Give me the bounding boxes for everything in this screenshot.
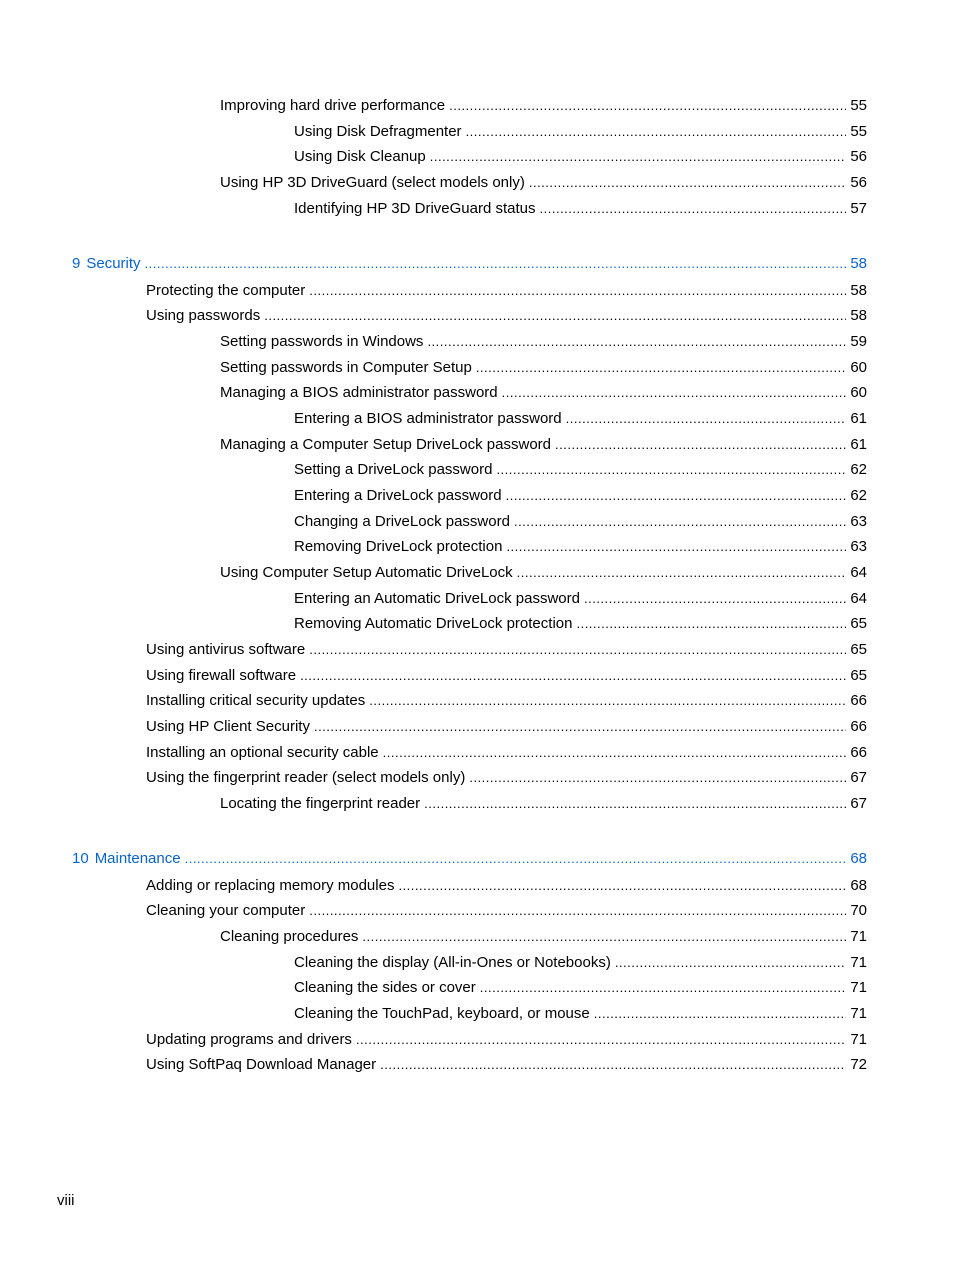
dot-leader <box>427 331 846 353</box>
toc-entry[interactable] <box>220 382 867 404</box>
toc-entry-text: Using Computer Setup Automatic DriveLock <box>220 564 513 581</box>
toc-entry[interactable] <box>146 690 867 712</box>
toc-entry-title <box>294 198 536 220</box>
toc-entry-text: Locating the fingerprint reader <box>220 795 421 812</box>
toc-page-number: 71 <box>850 1031 867 1048</box>
toc-entry-title <box>294 588 580 610</box>
dot-leader <box>615 952 846 974</box>
chapter-number: 9 <box>72 255 81 272</box>
toc-page-number: 68 <box>850 877 867 894</box>
toc-entry-text: Cleaning the display (All-in-Ones or Notebooks) <box>294 954 611 971</box>
toc-entry-text: Using passwords <box>146 307 261 324</box>
dot-leader <box>398 875 846 897</box>
dot-leader <box>529 172 846 194</box>
toc-entry-title <box>146 690 365 712</box>
toc-chapter-entry[interactable] <box>72 253 867 275</box>
toc-entry[interactable] <box>294 952 867 974</box>
toc-entry-text: Using the fingerprint reader (select models only) <box>146 769 466 786</box>
toc-entry-title <box>146 1054 376 1076</box>
toc-entry[interactable] <box>294 977 867 999</box>
toc-page-number: 66 <box>850 744 867 761</box>
dot-leader <box>506 536 846 558</box>
toc-entry-text: Installing critical security updates <box>146 692 366 709</box>
toc-entry-text: Cleaning procedures <box>220 928 359 945</box>
toc-page-number: 68 <box>850 850 867 867</box>
toc-entry[interactable] <box>294 536 867 558</box>
toc-entry[interactable] <box>220 793 867 815</box>
toc-page-number: 61 <box>850 410 867 427</box>
toc-page-number: 55 <box>850 123 867 140</box>
toc-entry-title <box>146 900 305 922</box>
toc-entry-title <box>146 639 305 661</box>
toc-entry-title <box>294 408 562 430</box>
toc-page-number: 58 <box>850 307 867 324</box>
toc-entry[interactable] <box>294 511 867 533</box>
toc-entry[interactable] <box>146 1054 867 1076</box>
toc-page-number: 63 <box>850 513 867 530</box>
toc-entry-text: Installing an optional security cable <box>146 744 379 761</box>
dot-leader <box>309 639 846 661</box>
dot-leader <box>369 690 846 712</box>
toc-entry-title <box>220 562 513 584</box>
toc-entry-title <box>220 926 358 948</box>
toc-entry-title <box>72 848 181 870</box>
toc-entry[interactable] <box>294 146 867 168</box>
toc-entry-title <box>220 793 420 815</box>
toc-entry[interactable] <box>146 875 867 897</box>
dot-leader <box>300 665 846 687</box>
toc-entry-text: Setting passwords in Computer Setup <box>220 359 472 376</box>
toc-entry-text: Using Disk Cleanup <box>294 148 426 165</box>
toc-page-number: 65 <box>850 641 867 658</box>
toc-page-number: 66 <box>850 692 867 709</box>
toc-entry-text: Adding or replacing memory modules <box>146 877 395 894</box>
dot-leader <box>380 1054 846 1076</box>
toc-entry-title <box>146 1029 352 1051</box>
toc-entry-text: Improving hard drive performance <box>220 97 446 114</box>
toc-entry[interactable] <box>294 459 867 481</box>
dot-leader <box>476 357 847 379</box>
toc-entry-title <box>294 536 502 558</box>
toc-entry-title <box>294 146 426 168</box>
toc-entry-text: Cleaning the TouchPad, keyboard, or mouse <box>294 1005 590 1022</box>
toc-page-number: 63 <box>850 538 867 555</box>
toc-entry[interactable] <box>220 926 867 948</box>
toc-entry[interactable] <box>294 121 867 143</box>
toc-entry[interactable] <box>220 434 867 456</box>
toc-page-number: 56 <box>850 174 867 191</box>
toc-entry-text: Managing a Computer Setup DriveLock password <box>220 436 552 453</box>
toc-entry[interactable] <box>146 665 867 687</box>
dot-leader <box>430 146 847 168</box>
toc-page-number: 71 <box>850 928 867 945</box>
toc-entry-text: Cleaning your computer <box>146 902 306 919</box>
dot-leader <box>185 848 847 870</box>
dot-leader <box>362 926 846 948</box>
toc-entry-title <box>220 382 498 404</box>
toc-entry[interactable] <box>220 331 867 353</box>
page-number: viii <box>57 1192 75 1209</box>
dot-leader <box>424 793 846 815</box>
toc-entry-text: Entering a BIOS administrator password <box>294 410 562 427</box>
dot-leader <box>264 305 846 327</box>
toc-page-number: 58 <box>850 282 867 299</box>
toc-entry-title <box>72 253 141 275</box>
toc-entry-title <box>146 742 379 764</box>
dot-leader <box>566 408 847 430</box>
toc-entry-text: Using antivirus software <box>146 641 306 658</box>
toc-entry-text: Using firewall software <box>146 667 297 684</box>
chapter-number: 10 <box>72 850 89 867</box>
toc-entry-text: Identifying HP 3D DriveGuard status <box>294 200 536 217</box>
toc-page-number: 62 <box>850 461 867 478</box>
dot-leader <box>540 198 847 220</box>
toc-page-number: 60 <box>850 359 867 376</box>
toc-chapter-entry[interactable] <box>72 848 867 870</box>
toc-entry-text: Setting passwords in Windows <box>220 333 424 350</box>
dot-leader <box>309 280 846 302</box>
toc-entry-title <box>146 716 310 738</box>
toc-entry[interactable] <box>146 305 867 327</box>
dot-leader <box>309 900 846 922</box>
toc-entry-title <box>294 485 502 507</box>
dot-leader <box>555 434 846 456</box>
toc-entry-text: Security <box>86 255 141 272</box>
toc-entry-text: Removing Automatic DriveLock protection <box>294 615 573 632</box>
toc-entry[interactable] <box>146 716 867 738</box>
toc-page-number: 55 <box>850 97 867 114</box>
toc-entry[interactable] <box>220 95 867 117</box>
toc-page-number: 58 <box>850 255 867 272</box>
toc-entry-title <box>294 613 572 635</box>
toc-entry-text: Entering an Automatic DriveLock password <box>294 590 580 607</box>
toc-entry-text: Using Disk Defragmenter <box>294 123 462 140</box>
toc-entry[interactable] <box>294 1003 867 1025</box>
toc-entry-text: Protecting the computer <box>146 282 306 299</box>
dot-leader <box>314 716 846 738</box>
toc-entry[interactable] <box>294 485 867 507</box>
toc-entry-text: Managing a BIOS administrator password <box>220 384 498 401</box>
dot-leader <box>576 613 846 635</box>
toc-entry-text: Removing DriveLock protection <box>294 538 503 555</box>
toc-entry-text: Entering a DriveLock password <box>294 487 502 504</box>
toc-entry-title <box>294 511 510 533</box>
toc-entry-text: Using SoftPaq Download Manager <box>146 1056 377 1073</box>
toc-page-number: 67 <box>850 769 867 786</box>
toc-page-number: 71 <box>850 954 867 971</box>
dot-leader <box>506 485 847 507</box>
toc-page-number: 64 <box>850 590 867 607</box>
toc-page-number: 65 <box>850 667 867 684</box>
toc-entry-title <box>220 95 445 117</box>
toc-entry-text: Cleaning the sides or cover <box>294 979 476 996</box>
toc-entry-text: Maintenance <box>94 850 181 867</box>
toc-entry-text: Using HP Client Security <box>146 718 310 735</box>
toc-page-number: 66 <box>850 718 867 735</box>
dot-leader <box>517 562 847 584</box>
toc-entry[interactable] <box>294 408 867 430</box>
dot-leader <box>469 767 846 789</box>
dot-leader <box>145 253 847 275</box>
dot-leader <box>356 1029 846 1051</box>
toc-entry[interactable] <box>294 588 867 610</box>
toc-page-number: 61 <box>850 436 867 453</box>
toc-page-number: 64 <box>850 564 867 581</box>
toc-page-number: 60 <box>850 384 867 401</box>
dot-leader <box>502 382 847 404</box>
toc-entry-title <box>294 459 492 481</box>
toc-entry[interactable] <box>146 742 867 764</box>
toc-entry-title <box>294 952 611 974</box>
dot-leader <box>514 511 846 533</box>
toc-page-number: 56 <box>850 148 867 165</box>
toc-entry[interactable] <box>294 613 867 635</box>
dot-leader <box>496 459 846 481</box>
toc-page-number: 70 <box>850 902 867 919</box>
toc-entry-title <box>220 357 472 379</box>
dot-leader <box>466 121 847 143</box>
toc-entry[interactable] <box>146 1029 867 1051</box>
toc-entry-title <box>294 977 476 999</box>
toc-entry-text: Setting a DriveLock password <box>294 461 493 478</box>
toc-page-number: 65 <box>850 615 867 632</box>
toc-entry-title <box>220 434 551 456</box>
toc-entry-text: Using HP 3D DriveGuard (select models only) <box>220 174 525 191</box>
toc-entry[interactable] <box>146 900 867 922</box>
toc-page-number: 57 <box>850 200 867 217</box>
toc-entry[interactable] <box>294 198 867 220</box>
toc-entry[interactable] <box>220 562 867 584</box>
toc-entry-title <box>220 331 423 353</box>
toc-entry[interactable] <box>220 357 867 379</box>
toc-entry-title <box>146 305 260 327</box>
dot-leader <box>449 95 846 117</box>
toc-page-number: 72 <box>850 1056 867 1073</box>
toc-page-number: 59 <box>850 333 867 350</box>
toc-page-number: 67 <box>850 795 867 812</box>
dot-leader <box>383 742 847 764</box>
toc-page-number: 71 <box>850 979 867 996</box>
dot-leader <box>594 1003 847 1025</box>
toc-entry[interactable] <box>146 639 867 661</box>
toc-entry-title <box>294 1003 590 1025</box>
toc-entry[interactable] <box>146 767 867 789</box>
dot-leader <box>480 977 847 999</box>
toc-entry[interactable] <box>220 172 867 194</box>
toc-entry[interactable] <box>146 280 867 302</box>
toc-page-number: 71 <box>850 1005 867 1022</box>
toc-entry-text: Changing a DriveLock password <box>294 513 510 530</box>
toc-entry-title <box>146 767 465 789</box>
dot-leader <box>584 588 846 610</box>
toc-entry-title <box>294 121 462 143</box>
toc-entry-title <box>220 172 525 194</box>
toc-page-number: 62 <box>850 487 867 504</box>
toc-entry-title <box>146 280 305 302</box>
toc-entry-text: Updating programs and drivers <box>146 1031 352 1048</box>
toc-entry-title <box>146 665 296 687</box>
toc-entry-title <box>146 875 394 897</box>
